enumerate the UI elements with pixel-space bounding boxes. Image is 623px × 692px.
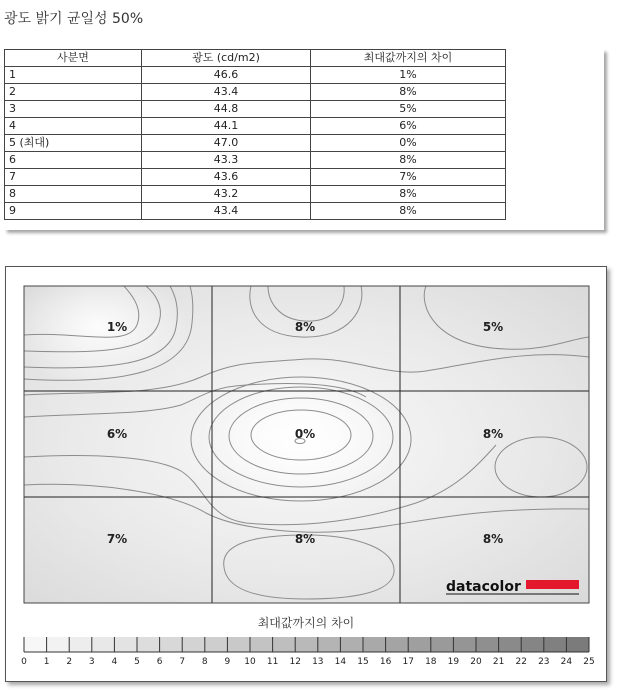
scale-cell xyxy=(363,637,386,652)
scale-cell xyxy=(408,637,431,652)
cell-label: 8% xyxy=(294,532,316,546)
table-row xyxy=(5,152,506,169)
scale-tick-label: 25 xyxy=(583,657,595,667)
difference-cell: 8% xyxy=(311,84,506,101)
scale-cell xyxy=(160,637,183,652)
scale-tick-label: 12 xyxy=(289,657,301,667)
scale-tick-label: 11 xyxy=(266,657,279,667)
quadrant-cell: 2 xyxy=(5,84,142,101)
scale-tick-label: 22 xyxy=(515,657,527,667)
scale-tick-label: 8 xyxy=(201,657,208,667)
luminance-cell: 43.6 xyxy=(142,169,311,186)
table-row xyxy=(5,101,506,118)
cell-label: 1% xyxy=(106,320,128,334)
hotspot-top-left xyxy=(8,267,188,387)
scale-cell xyxy=(273,637,296,652)
scale-tick-label: 15 xyxy=(357,657,369,667)
logo-text: datacolor xyxy=(446,579,521,595)
scale-cell xyxy=(227,637,250,652)
scale-tick-label: 1 xyxy=(43,657,50,667)
column-header-difference: 최대값까지의 차이 xyxy=(311,50,506,67)
scale-cell xyxy=(205,637,228,652)
scale-tick-label: 19 xyxy=(447,657,460,667)
difference-cell: 8% xyxy=(311,152,506,169)
scale-cell xyxy=(92,637,115,652)
cell-label: 5% xyxy=(482,320,504,334)
scale-tick-label: 18 xyxy=(425,657,437,667)
table-row xyxy=(5,118,506,135)
scale-tick-label: 24 xyxy=(560,657,573,667)
scale-cell xyxy=(544,637,567,652)
scale-cell xyxy=(453,637,476,652)
column-header-quadrant: 사분면 xyxy=(5,50,142,67)
scale-cell xyxy=(476,637,499,652)
scale-tick-label: 13 xyxy=(312,657,324,667)
scale-tick-label: 20 xyxy=(470,657,482,667)
cell-label: 8% xyxy=(294,320,316,334)
quadrant-cell: 1 xyxy=(5,67,142,84)
scale-cell xyxy=(340,637,363,652)
table-row xyxy=(5,169,506,186)
luminance-cell: 43.3 xyxy=(142,152,311,169)
luminance-cell: 44.1 xyxy=(142,118,311,135)
scale-tick-label: 0 xyxy=(21,657,27,667)
scale-tick-label: 14 xyxy=(334,657,347,667)
page-title: 광도 밝기 균일성 50% xyxy=(4,11,144,27)
luminance-cell: 43.2 xyxy=(142,186,311,203)
table-row xyxy=(5,203,506,220)
uniformity-table xyxy=(4,49,506,220)
cell-label: 8% xyxy=(482,427,504,441)
logo-red-bar xyxy=(526,580,579,589)
quadrant-cell: 9 xyxy=(5,203,142,220)
scale-cell xyxy=(69,637,92,652)
scale-cell xyxy=(137,637,160,652)
scale-tick-label: 5 xyxy=(134,657,140,667)
uniformity-table-card xyxy=(4,49,604,230)
scale-cell xyxy=(499,637,522,652)
cell-label: 7% xyxy=(106,532,128,546)
scale-tick-label: 10 xyxy=(244,657,256,667)
cell-label: 0% xyxy=(294,427,316,441)
table-header-row xyxy=(5,50,506,67)
difference-cell: 0% xyxy=(311,135,506,152)
difference-cell: 7% xyxy=(311,169,506,186)
scale-tick-label: 16 xyxy=(379,657,392,667)
table-row xyxy=(5,186,506,203)
uniformity-heatmap-svg xyxy=(6,267,606,681)
luminance-cell: 43.4 xyxy=(142,84,311,101)
scale-tick-label: 9 xyxy=(224,657,231,667)
table-row xyxy=(5,67,506,84)
scale-tick-label: 4 xyxy=(111,657,118,667)
quadrant-cell: 6 xyxy=(5,152,142,169)
quadrant-cell: 4 xyxy=(5,118,142,135)
quadrant-cell: 3 xyxy=(5,101,142,118)
luminance-cell: 46.6 xyxy=(142,67,311,84)
scale-cell xyxy=(521,637,544,652)
scale-tick-label: 7 xyxy=(179,657,186,667)
scale-cell xyxy=(182,637,205,652)
scale-cell xyxy=(24,637,47,652)
scale-tick-label: 17 xyxy=(402,657,414,667)
scale-cell xyxy=(386,637,409,652)
scale-cells xyxy=(24,637,589,652)
scale-tick-label: 6 xyxy=(156,657,163,667)
quadrant-cell: 7 xyxy=(5,169,142,186)
luminance-cell: 47.0 xyxy=(142,135,311,152)
scale-cell xyxy=(566,637,589,652)
difference-cell: 1% xyxy=(311,67,506,84)
luminance-cell: 44.8 xyxy=(142,101,311,118)
difference-cell: 6% xyxy=(311,118,506,135)
scale-label: 최대값까지의 차이 xyxy=(257,616,355,630)
scale-cell xyxy=(47,637,70,652)
uniformity-heatmap-card xyxy=(5,266,607,682)
cell-label: 8% xyxy=(482,532,504,546)
quadrant-cell: 8 xyxy=(5,186,142,203)
difference-scale xyxy=(21,615,595,667)
table-row xyxy=(5,135,506,152)
difference-cell: 8% xyxy=(311,203,506,220)
scale-cell xyxy=(114,637,137,652)
luminance-cell: 43.4 xyxy=(142,203,311,220)
heatmap-plot xyxy=(8,267,589,603)
table-row xyxy=(5,84,506,101)
cell-label: 6% xyxy=(106,427,128,441)
scale-cell xyxy=(295,637,318,652)
scale-tick-label: 2 xyxy=(66,657,73,667)
difference-cell: 5% xyxy=(311,101,506,118)
scale-tick-label: 23 xyxy=(538,657,550,667)
scale-cell xyxy=(431,637,454,652)
quadrant-cell: 5 (최대) xyxy=(5,135,142,152)
scale-tick-label: 3 xyxy=(88,657,95,667)
scale-tick-label: 21 xyxy=(492,657,505,667)
scale-cell xyxy=(250,637,273,652)
difference-cell: 8% xyxy=(311,186,506,203)
scale-cell xyxy=(318,637,341,652)
column-header-luminance: 광도 (cd/m2) xyxy=(142,50,311,67)
